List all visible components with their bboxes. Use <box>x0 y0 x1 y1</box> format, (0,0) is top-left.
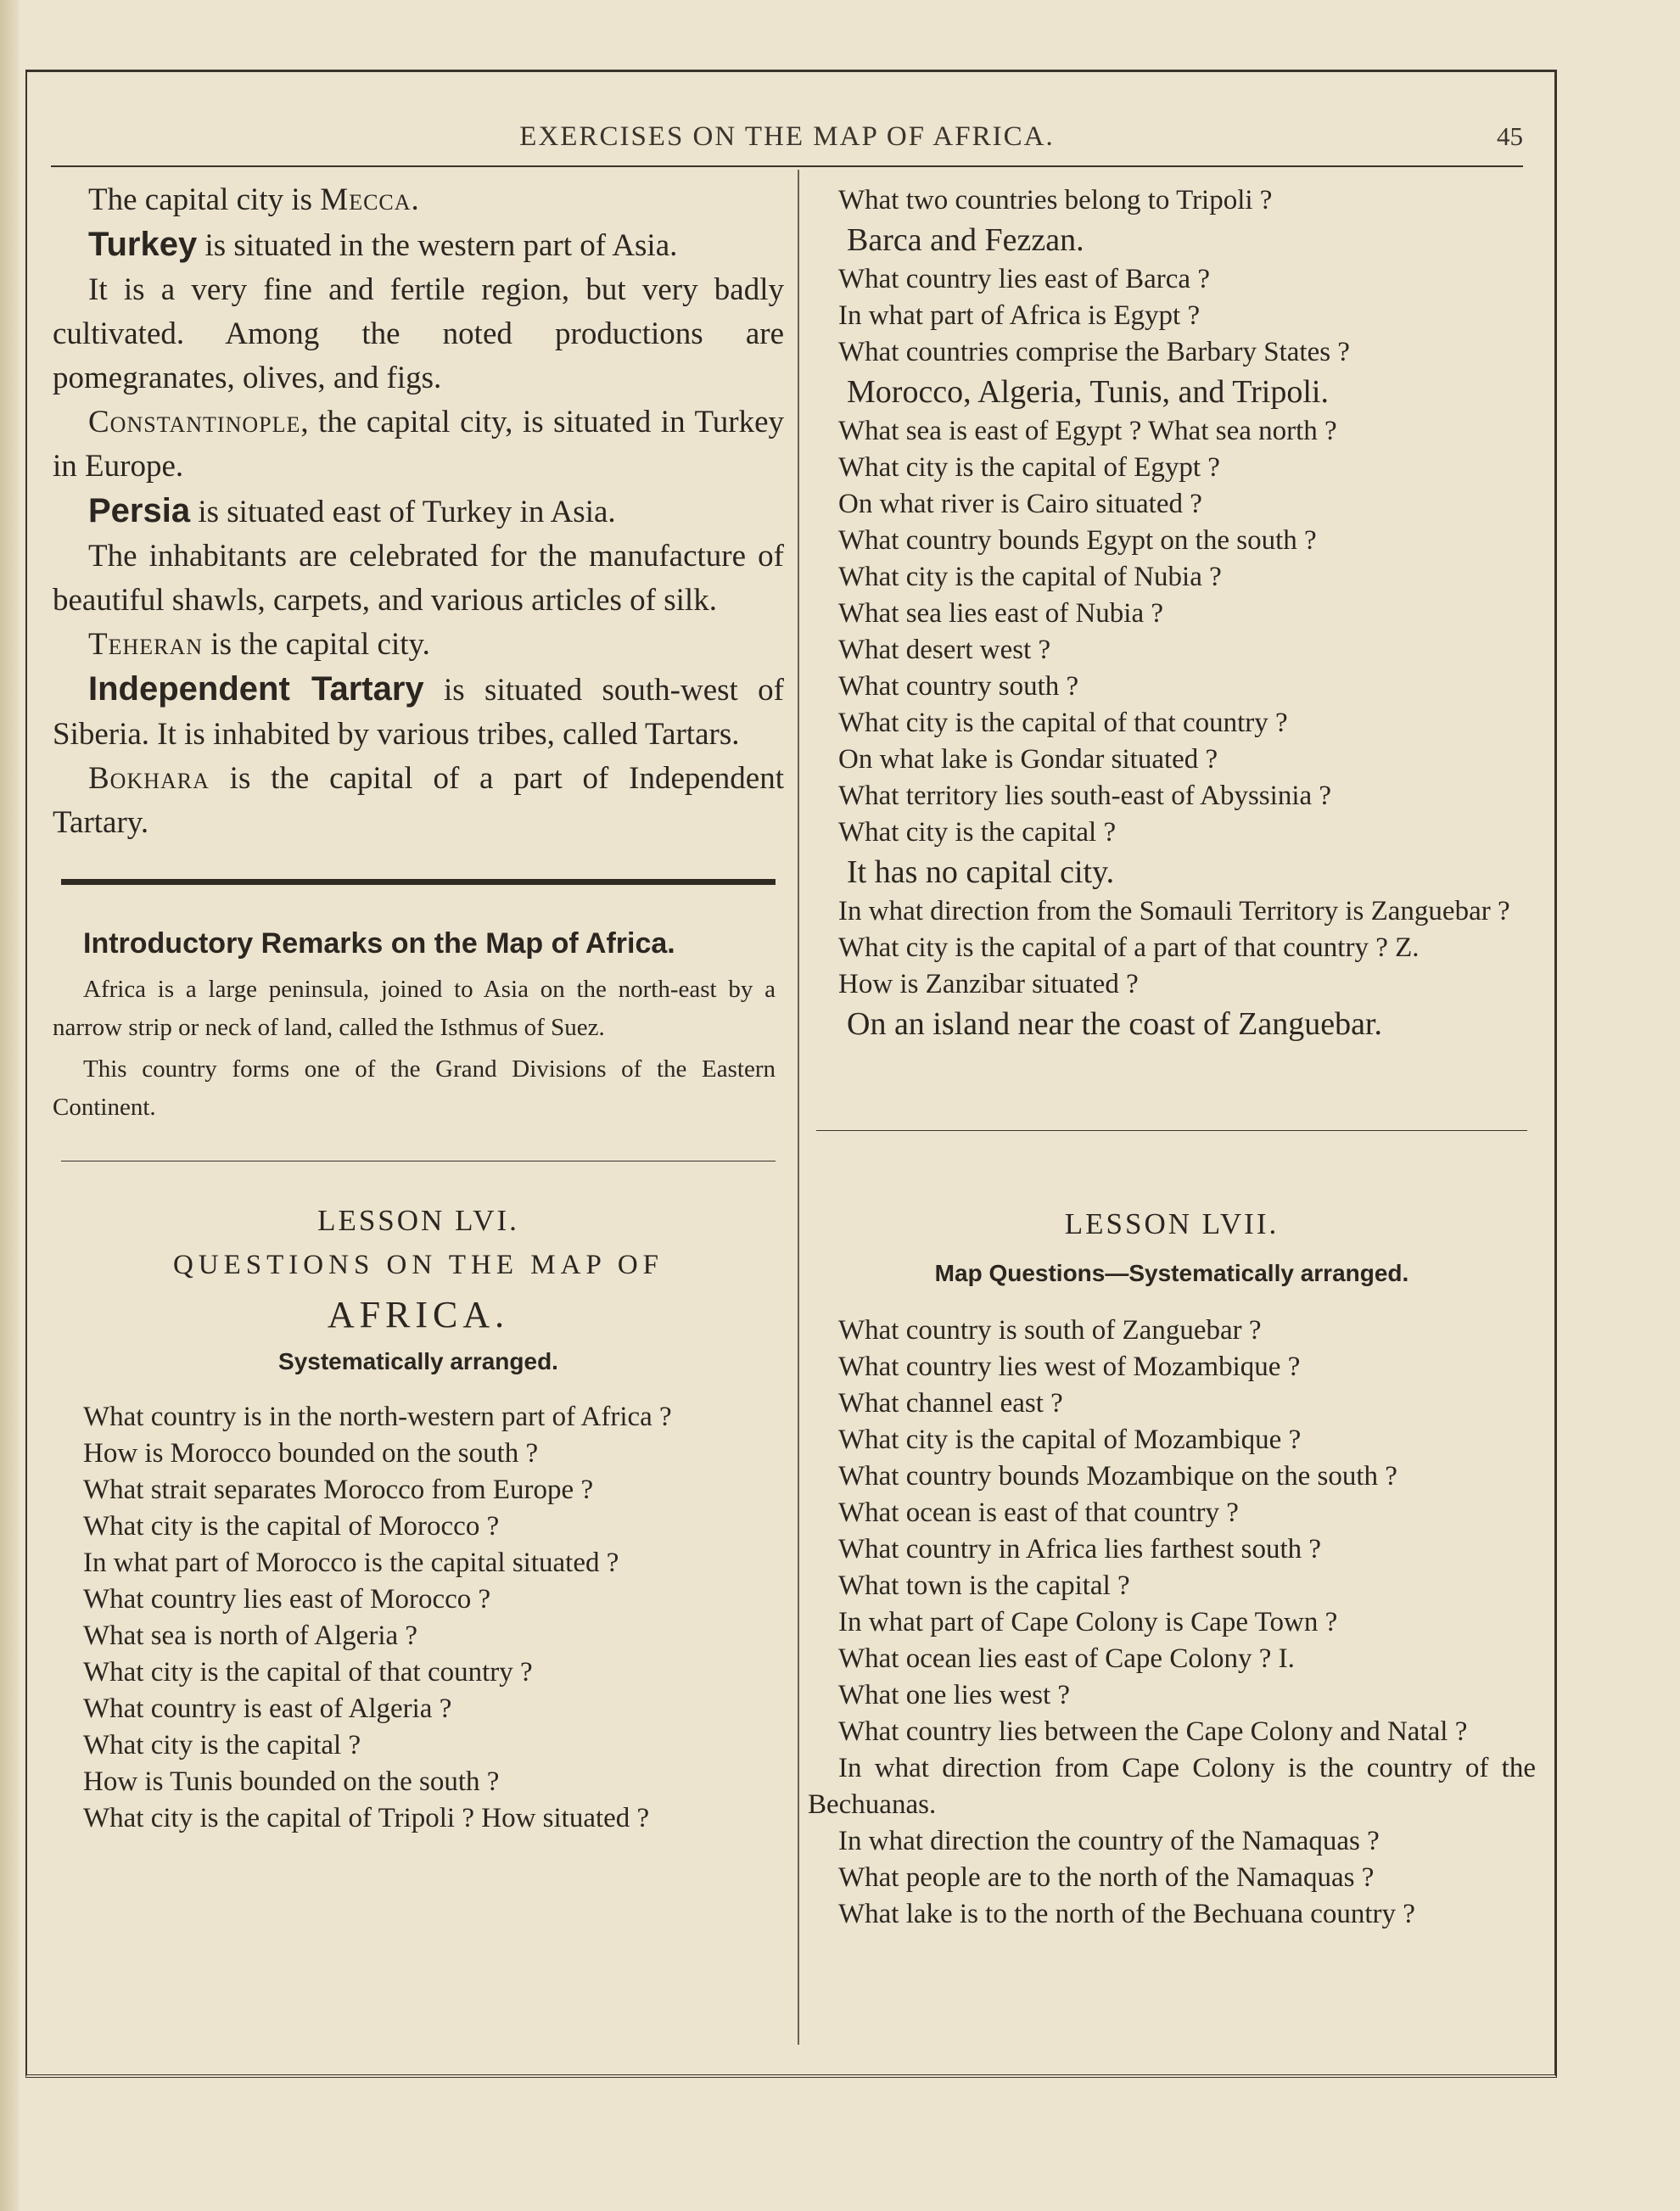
mecca-prefix: The capital city is <box>88 182 321 217</box>
question-line: What territory lies south-east of Abyssinia ? <box>838 781 1332 811</box>
bokhara-text: is the capital of a part of Independent Tartary. <box>53 761 784 840</box>
page-number: 45 <box>1497 121 1523 151</box>
persia-intro-text: is situated east of Turkey in Asia. <box>190 495 616 529</box>
question-line: What country lies east of Barca ? <box>838 264 1210 294</box>
running-head <box>51 115 1523 167</box>
question-line: What country is east of Algeria ? <box>83 1693 452 1724</box>
lesson-57-note: Map Questions—Systematically arranged. <box>934 1260 1409 1286</box>
paragraph-persia <box>53 489 784 535</box>
left-column <box>53 178 784 1837</box>
turkey-intro-text: is situated in the western part of Asia. <box>197 228 678 263</box>
question-line: What country bounds Egypt on the south ? <box>838 525 1317 556</box>
question-line: What channel east ? <box>838 1388 1063 1419</box>
lesson-57-questions <box>808 1313 1536 1933</box>
question-line: What two countries belong to Tripoli ? <box>838 185 1273 216</box>
city-constantinople: Constantinople <box>88 405 301 439</box>
lesson-56-questions <box>53 1399 784 1837</box>
question-line: What country lies between the Cape Colony and Natal ? <box>838 1716 1468 1747</box>
intro-paragraph-2: This country forms one of the Grand Divisions of the Eastern Continent. <box>53 1055 776 1121</box>
country-name-turkey: Turkey <box>88 226 198 263</box>
country-name-persia: Persia <box>88 492 191 529</box>
question-line: What strait separates Morocco from Europe ? <box>83 1475 594 1505</box>
question-line: What city is the capital of Nubia ? <box>838 562 1222 592</box>
question-line: In what direction the country of the Namaquas ? <box>838 1826 1380 1856</box>
city-bokhara: Bokhara <box>88 761 210 796</box>
paragraph-mecca <box>53 178 784 222</box>
question-line: What city is the capital of Mozambique ? <box>838 1425 1302 1455</box>
paragraph-persia-description: The inhabitants are celebrated for the manufacture of beautiful shawls, carpets, and various articles of silk. <box>53 539 784 618</box>
question-line: What city is the capital ? <box>83 1730 361 1760</box>
running-title: EXERCISES ON THE MAP OF AFRICA. <box>519 121 1055 152</box>
question-line: How is Morocco bounded on the south ? <box>83 1438 539 1469</box>
question-line: What ocean is east of that country ? <box>838 1497 1239 1528</box>
question-line: In what part of Morocco is the capital situated ? <box>83 1548 619 1578</box>
lesson-56-subtitle: QUESTIONS ON THE MAP OF <box>172 1250 664 1280</box>
question-line: What sea is east of Egypt ? What sea north ? <box>838 416 1337 446</box>
question-line: What country lies east of Morocco ? <box>83 1584 491 1615</box>
tartary-intro-text: is situated south-west of Siberia. It is inhabited by various tribes, called Tartars. <box>53 673 784 752</box>
lesson-57-title: LESSON LVII. <box>1064 1207 1280 1240</box>
question-line: In what direction from Cape Colony is the country of the Bechuanas. <box>808 1753 1536 1820</box>
paragraph-turkey <box>53 222 784 268</box>
page-edge <box>0 0 19 2211</box>
lesson-56-title: LESSON LVI. <box>317 1204 519 1237</box>
country-name-tartary: Independent Tartary <box>88 670 424 708</box>
question-line: What one lies west ? <box>838 1680 1071 1710</box>
question-line: In what direction from the Somauli Territory is Zanguebar ? <box>838 896 1510 926</box>
paragraph-constantinople <box>53 400 784 489</box>
question-line: What people are to the north of the Namaquas ? <box>838 1862 1375 1893</box>
question-line: What country is south of Zanguebar ? <box>838 1315 1262 1346</box>
intro-heading: Introductory Remarks on the Map of Africa. <box>83 927 675 960</box>
answer-line: Barca and Fezzan. <box>847 222 1084 258</box>
question-line: What desert west ? <box>838 635 1051 665</box>
answer-line: On an island near the coast of Zanguebar. <box>847 1006 1382 1042</box>
questions-block-1 <box>808 182 1536 1045</box>
paragraph-turkey-description: It is a very fine and fertile region, but very badly cultivated. Among the noted productions are pomegranates, olives, and figs. <box>53 272 784 395</box>
city-teheran: Teheran <box>88 627 204 662</box>
mecca-city: Mecca <box>320 182 412 217</box>
question-line: What ocean lies east of Cape Colony ? I. <box>838 1643 1295 1674</box>
column-divider <box>798 170 799 2045</box>
question-line: What city is the capital of that country ? <box>83 1657 533 1688</box>
question-line: On what lake is Gondar situated ? <box>838 744 1218 775</box>
question-line: What sea is north of Algeria ? <box>83 1620 418 1651</box>
question-line: What town is the capital ? <box>838 1570 1130 1601</box>
right-section-rule <box>816 1130 1527 1131</box>
question-line: What city is the capital of that country ? <box>838 708 1288 738</box>
question-line: What city is the capital ? <box>838 817 1117 848</box>
intro-paragraph-1: Africa is a large peninsula, joined to Asia on the north-east by a narrow strip or neck of land, called the Isthmus of Suez. <box>53 976 776 1041</box>
question-line: On what river is Cairo situated ? <box>838 489 1202 519</box>
question-line: What country south ? <box>838 671 1079 702</box>
paragraph-bokhara <box>53 757 784 845</box>
question-line: What sea lies east of Nubia ? <box>838 598 1164 629</box>
question-line: What country is in the north-western part of Africa ? <box>83 1402 672 1432</box>
question-line: What country bounds Mozambique on the south ? <box>838 1461 1397 1492</box>
paragraph-teheran <box>53 623 784 667</box>
teheran-text: is the capital city. <box>203 627 430 662</box>
answer-line: It has no capital city. <box>847 854 1115 890</box>
question-line: How is Zanzibar situated ? <box>838 969 1139 999</box>
answer-line: Morocco, Algeria, Tunis, and Tripoli. <box>847 374 1329 410</box>
section-rule-thick <box>61 879 776 885</box>
constantinople-text: , the capital city, is situated in Turkey in Europe. <box>53 405 784 484</box>
question-line: What country lies west of Mozambique ? <box>838 1352 1301 1382</box>
question-line: In what part of Africa is Egypt ? <box>838 300 1201 331</box>
question-line: What city is the capital of Tripoli ? How situated ? <box>83 1803 650 1833</box>
question-line: What city is the capital of Egypt ? <box>838 452 1220 483</box>
question-line: How is Tunis bounded on the south ? <box>83 1766 500 1797</box>
right-column <box>808 182 1536 1933</box>
lesson-56-africa: AFRICA. <box>327 1294 510 1335</box>
question-line: What countries comprise the Barbary States ? <box>838 337 1350 367</box>
mecca-suffix: . <box>411 182 419 217</box>
question-line: What country in Africa lies farthest south ? <box>838 1534 1322 1564</box>
lesson-56-note: Systematically arranged. <box>278 1348 558 1374</box>
question-line: What city is the capital of a part of that country ? Z. <box>838 932 1420 963</box>
question-line: What lake is to the north of the Bechuana country ? <box>838 1899 1415 1929</box>
question-line: In what part of Cape Colony is Cape Town ? <box>838 1607 1338 1637</box>
paragraph-tartary <box>53 667 784 757</box>
question-line: What city is the capital of Morocco ? <box>83 1511 500 1542</box>
